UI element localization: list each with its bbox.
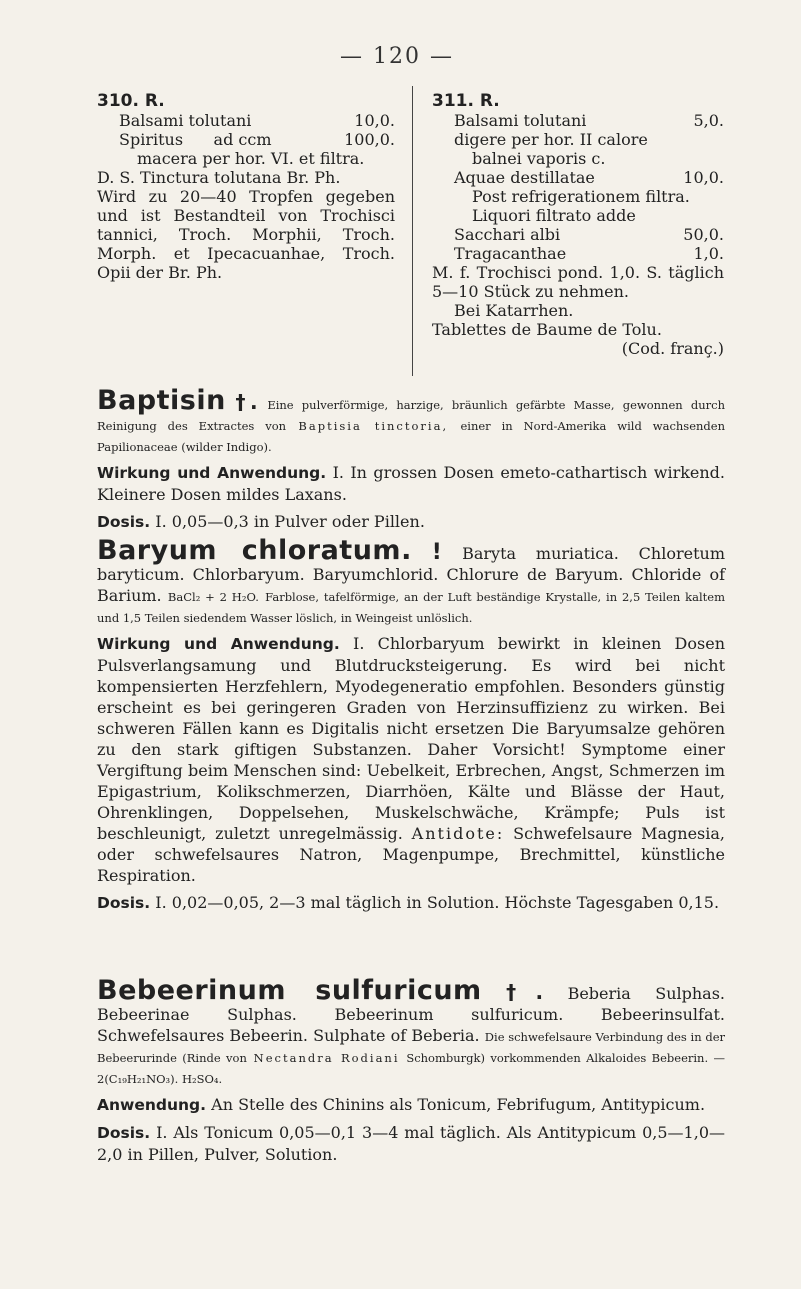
antidote-label: Antidote: [411,824,505,843]
ingredient-name: Balsami tolutani [119,111,252,130]
entry-baryum-header [97,535,725,627]
ingredient-name: Aquae destillatae [454,168,595,187]
entry-baptisin-dosis [97,511,725,533]
section-text: An Stelle des Chinins als Tonicum, Febrifugum, Antitypicum. [211,1095,706,1114]
entry-baptisin-header [97,385,725,456]
recipe-310-instruction: macera per hor. VI. et filtra. [137,149,365,168]
section-text: I. 0,05—0,3 in Pulver oder Pillen. [155,512,425,531]
recipe-310 [97,92,395,282]
ingredient-name: Balsami tolutani [454,111,587,130]
dagger-mark: †. [235,390,258,414]
section-label: Wirkung und Anwendung. [97,464,327,482]
section-label: Dosis. [97,894,151,912]
entry-description: Die schwefelsaure Verbindung des in der Bebeerurinde (Rinde von [97,1030,725,1065]
entry-source-plant: Nectandra Rodiani [253,1051,400,1065]
recipe-310-line-2 [97,130,395,149]
section-text: I. 0,02—0,05, 2—3 mal täglich in Solution. Höchste Tagesgaben 0,15. [155,893,720,912]
entry-baryum-wirkung [97,633,725,886]
entry-title: Bebeerinum sulfuricum [97,975,482,1006]
recipe-311-line-4 [432,168,724,187]
recipe-310-signature: D. S. Tinctura tolutana Br. Ph. [97,168,341,187]
ingredient-amount: 5,0. [693,111,724,130]
entry-description: Farblose, tafelförmige, an der Luft beständige Krystalle, in 2,5 Teilen kaltem und 1,5 Teilen siedendem Wasser löslich, in Weingeist unlöslich. [97,590,725,625]
section-label: Dosis. [97,513,151,531]
section-label: Anwendung. [97,1096,207,1114]
entry-bebeerinum-sulfuricum [97,975,726,1165]
recipe-311-french-name: Tablettes de Baume de Tolu. [432,320,662,339]
entry-synonyms: Beberia Sulphas. Bebeerinae Sulphas. Bebeerinum sulfuricum. Bebeerinsulfat. Schwefelsaures Bebeerin. Sulphate of Beberia. [97,984,726,1045]
section-text: I. Chlorbaryum bewirkt in kleinen Dosen Pulsverlangsamung und Blutdrucksteigerung. Es wird bei nicht kompensierten Herzfehlern, Myodegeneratio empfohlen. Besonders günstig erscheint es bei geringeren Graden von Herzinsuffizienz zu wirken. Bei schweren Fällen kann es Digitalis nicht ersetzen Die Baryumsalze gehören zu den stark giftigen Substanzen. Daher Vorsicht! Symptome einer Vergiftung beim Menschen sind: Uebelkeit, Erbrechen, Angst, Schmerzen im Epigastrium, Kolikschmerzen, Diarrhöen, Kälte und Blässe der Haut, Ohrenklingen, Doppelsehen, Muskelschwäche, Krämpfe; Puls ist beschleunigt, zuletzt unregelmässig. [97,634,725,843]
chemical-formula: BaCl₂ + 2 H₂O. [167,590,259,604]
entry-description-end: Schomburgk) vorkommenden Alkaloides Bebeerin. — 2(C₁₉H₂₁NO₃). H₂SO₄. [97,1051,725,1086]
recipe-311-source: (Cod. franç.) [621,339,724,358]
ingredient-amount: 1,0. [693,244,724,263]
ingredient-name: Spiritus ad ccm [119,130,272,149]
recipe-310-note: Wird zu 20—40 Tropfen gegeben und ist Bestandteil von Trochisci tannici, Troch. Morphii, Troch. Morph. et Ipecacuanhae, Troch. Opii der Br. Ph. [97,187,395,282]
ingredient-amount: 10,0. [354,111,395,130]
recipe-311-line-1 [432,111,724,130]
recipe-311-line-8 [432,244,724,263]
entry-description: Eine pulverförmige, harzige, bräunlich gefärbte Masse, gewonnen durch Reinigung des Extractes von [97,398,725,433]
recipe-311 [432,92,724,358]
entry-baryum-chloratum [97,535,725,914]
entry-bebeerinum-anwendung [97,1094,725,1116]
ingredient-amount: 50,0. [683,225,724,244]
recipe-311-number: 311. R. [432,91,500,111]
ingredient-amount: 10,0. [683,168,724,187]
entry-synonyms: Baryta muriatica. Chloretum baryticum. Chlorbaryum. Baryumchlorid. Chlorure de Baryum. Chloride of Barium. [97,544,725,605]
page-number: — 120 — [340,44,454,69]
entry-baptisin-wirkung [97,462,725,505]
entry-title: Baptisin [97,385,226,416]
entry-description-end: einer in Nord-Amerika wild wachsenden Papilionaceae (wilder Indigo). [97,419,725,454]
warning-mark: ! [431,540,443,565]
entry-source-plant: Baptisia tinctoria, [298,419,449,433]
ingredient-name: Tragacanthae [454,244,567,263]
section-text: I. Als Tonicum 0,05—0,1 3—4 mal täglich. Als Antitypicum 0,5—1,0—2,0 in Pillen, Pulver, Solution. [97,1123,726,1164]
entry-baryum-dosis [97,892,725,914]
entry-baptisin [97,385,726,533]
recipe-311-indication: Bei Katarrhen. [454,301,574,320]
entry-title: Baryum chloratum. [97,535,412,566]
ingredient-name: Sacchari albi [454,225,561,244]
entry-bebeerinum-dosis [97,1122,725,1165]
section-text: I. In grossen Dosen emeto-cathartisch wirkend. Kleinere Dosen mildes Laxans. [97,463,726,504]
section-label: Dosis. [97,1124,151,1142]
ingredient-amount: 100,0. [344,130,395,149]
recipe-310-line-1 [97,111,395,130]
section-label: Wirkung und Anwendung. [97,635,340,653]
recipe-311-line-5: Post refrigerationem filtra. [472,187,690,206]
recipe-311-signature: M. f. Trochisci pond. 1,0. S. täglich 5—10 Stück zu nehmen. [432,263,724,301]
antidote-text: Schwefelsaure Magnesia, oder schwefelsaures Natron, Magenpumpe, Brechmittel, künstliche Respiration. [97,824,725,885]
recipe-311-line-7 [432,225,724,244]
recipe-310-number: 310. R. [97,91,165,111]
recipe-311-line-2: digere per hor. II calore [454,130,648,149]
column-divider [412,86,413,376]
entry-bebeerinum-header [97,975,726,1088]
dagger-mark: †. [506,980,544,1004]
recipe-311-line-3: balnei vaporis c. [472,149,606,168]
recipe-311-line-6: Liquori filtrato adde [472,206,636,225]
